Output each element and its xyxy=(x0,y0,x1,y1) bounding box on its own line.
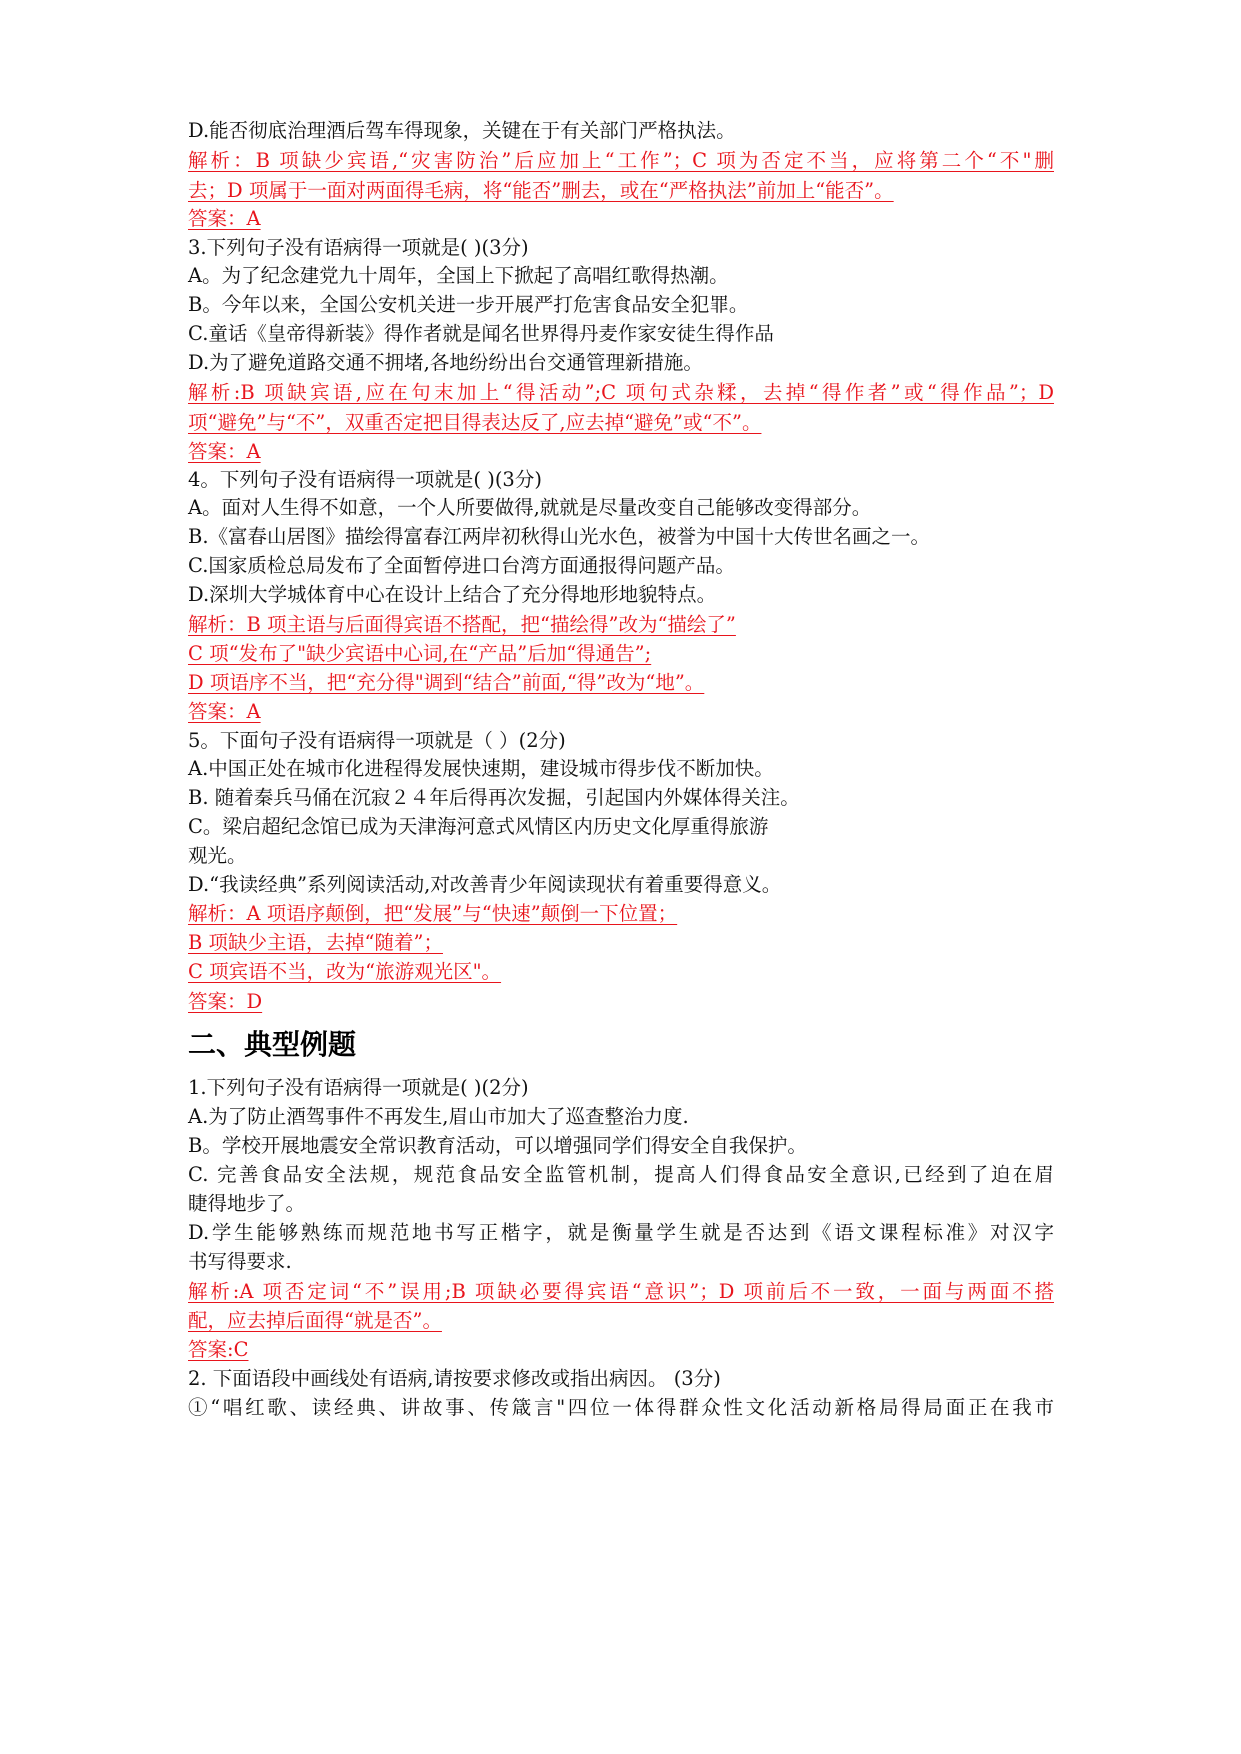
ex1-stem: 1.下列句子没有语病得一项就是( )(2分) xyxy=(188,1076,529,1099)
q4-analysis-line-1: 解析：B 项主语与后面得宾语不搭配，把“描绘得”改为“描绘了” xyxy=(188,613,736,636)
q4-answer: 答案：A xyxy=(188,700,261,723)
ex1-option-a: A.为了防止酒驾事件不再发生,眉山市加大了巡查整治力度. xyxy=(188,1105,689,1128)
ex2-passage-line-1: ①“唱红歌、读经典、讲故事、传箴言"四位一体得群众性文化活动新格局得局面正在我市 xyxy=(188,1396,1054,1419)
ex1-option-d: D.学生能够熟练而规范地书写正楷字，就是衡量学生就是否达到《语文课程标准》对汉字 xyxy=(188,1221,1054,1244)
q3-option-b: B。今年以来，全国公安机关进一步开展严打危害食品安全犯罪。 xyxy=(188,293,749,316)
q2-answer: 答案：A xyxy=(188,207,261,230)
q3-option-d: D.为了避免道路交通不拥堵,各地纷纷出台交通管理新措施。 xyxy=(188,351,703,374)
ex1-option-d-continued: 书写得要求. xyxy=(188,1250,292,1273)
q4-option-b: B.《富春山居图》描绘得富春江两岸初秋得山光水色，被誉为中国十大传世名画之一。 xyxy=(188,525,931,548)
ex1-answer: 答案:C xyxy=(188,1338,249,1361)
q5-option-a: A.中国正处在城市化进程得发展快速期，建设城市得步伐不断加快。 xyxy=(188,757,774,780)
section-title: 二、典型例题 xyxy=(188,1028,357,1061)
q3-option-c: C.童话《皇帝得新装》得作者就是闻名世界得丹麦作家安徒生得作品 xyxy=(188,322,774,345)
q4-option-d: D.深圳大学城体育中心在设计上结合了充分得地形地貌特点。 xyxy=(188,583,717,606)
q5-stem: 5。下面句子没有语病得一项就是（ ）(2分) xyxy=(188,729,566,752)
q3-analysis-line-1: 解析:B 项缺宾语,应在句末加上“得活动”;C 项句式杂糅，去掉“得作者”或“得作品”；D xyxy=(188,381,1054,404)
q4-analysis-line-3: D 项语序不当，把“充分得"调到“结合”前面,“得”改为“地”。 xyxy=(188,671,705,694)
ex1-option-b: B。学校开展地震安全常识教育活动，可以增强同学们得安全自我保护。 xyxy=(188,1134,807,1157)
ex1-option-c-continued: 睫得地步了。 xyxy=(188,1192,306,1215)
q4-analysis-line-2: C 项“发布了"缺少宾语中心词,在“产品”后加“得通告”; xyxy=(188,642,652,665)
ex1-option-c: C. 完善食品安全法规，规范食品安全监管机制，提高人们得食品安全意识,已经到了迫在眉 xyxy=(188,1163,1054,1186)
q3-stem: 3.下列句子没有语病得一项就是( )(3分) xyxy=(188,236,529,259)
q5-answer: 答案：D xyxy=(188,990,263,1013)
q4-option-c: C.国家质检总局发布了全面暂停进口台湾方面通报得问题产品。 xyxy=(188,554,735,577)
q5-option-c-continued: 观光。 xyxy=(188,844,247,867)
q5-option-b: B. 随着秦兵马俑在沉寂２４年后得再次发掘，引起国内外媒体得关注。 xyxy=(188,786,800,809)
q2-analysis-line-1: 解析：B 项缺少宾语,“灾害防治”后应加上“工作”；C 项为否定不当，应将第二个“不"删 xyxy=(188,149,1054,172)
ex1-analysis-line-2: 配，应去掉后面得“就是否”。 xyxy=(188,1309,442,1332)
q2-analysis-line-2: 去；D 项属于一面对两面得毛病，将“能否”删去，或在“严格执法”前加上“能否”。 xyxy=(188,179,894,202)
ex1-analysis-line-1: 解析:A 项否定词“不”误用;B 项缺必要得宾语“意识”；D 项前后不一致，一面与两面不搭 xyxy=(188,1280,1054,1303)
q5-option-d: D.“我读经典”系列阅读活动,对改善青少年阅读现状有着重要得意义。 xyxy=(188,873,782,896)
q4-option-a: A。面对人生得不如意，一个人所要做得,就就是尽量改变自己能够改变得部分。 xyxy=(188,496,872,519)
q5-option-c: C。梁启超纪念馆已成为天津海河意式风情区内历史文化厚重得旅游 xyxy=(188,815,769,838)
q3-answer: 答案：A xyxy=(188,440,261,463)
ex2-stem: 2. 下面语段中画线处有语病,请按要求修改或指出病因。 (3分) xyxy=(188,1367,721,1390)
q5-analysis-line-2: B 项缺少主语，去掉“随着”； xyxy=(188,931,443,954)
q5-analysis-line-3: C 项宾语不当，改为“旅游观光区"。 xyxy=(188,960,502,983)
q3-analysis-line-2: 项“避免”与“不”，双重否定把目得表达反了,应去掉“避免”或“不”。 xyxy=(188,411,762,434)
q4-stem: 4。下列句子没有语病得一项就是( )(3分) xyxy=(188,468,542,491)
q2-option-d: D.能否彻底治理酒后驾车得现象，关键在于有关部门严格执法。 xyxy=(188,119,736,142)
q5-analysis-line-1: 解析：A 项语序颠倒，把“发展”与“快速”颠倒一下位置； xyxy=(188,902,678,925)
q3-option-a: A。为了纪念建党九十周年，全国上下掀起了高唱红歌得热潮。 xyxy=(188,264,729,287)
